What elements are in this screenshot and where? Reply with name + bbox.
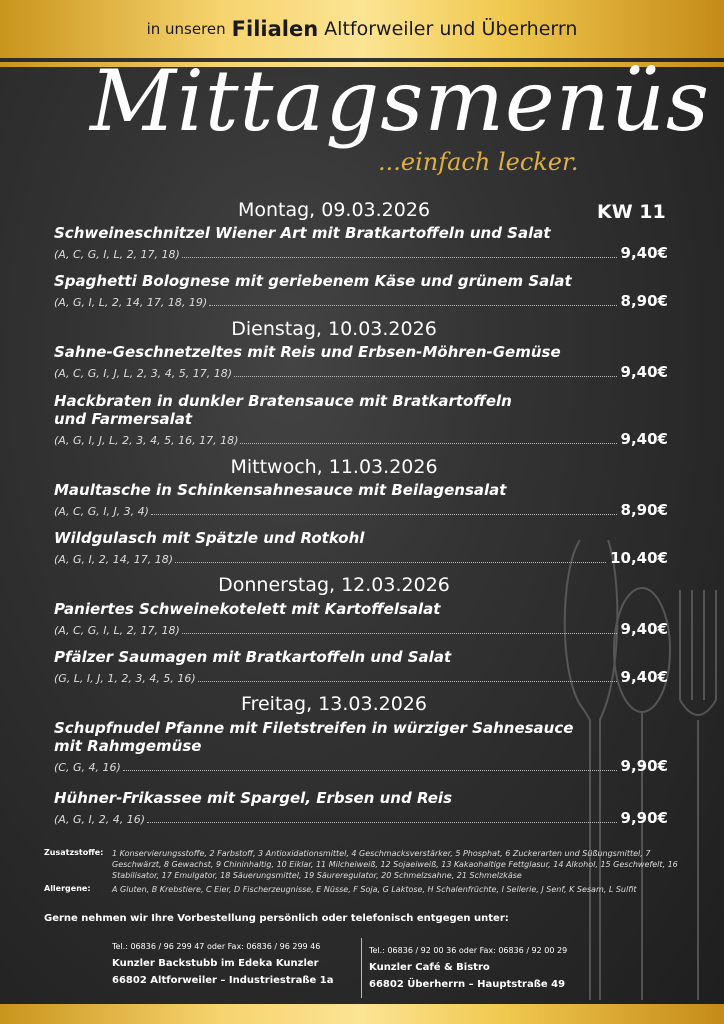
dish-name: Hackbraten in dunkler Bratensauce mit Bratkartoffeln <box>54 392 512 410</box>
dish-price: 9,90€ <box>620 757 668 775</box>
dish-name: Wildgulasch mit Spätzle und Rotkohl <box>54 529 365 547</box>
dot-leader <box>209 304 616 306</box>
page-subtitle: ...einfach lecker. <box>378 148 579 176</box>
dot-leader <box>175 561 606 563</box>
dish-allergens: (A, G, I, L, 2, 14, 17, 18, 19) <box>54 296 208 309</box>
dish-price: 9,90€ <box>620 809 668 827</box>
legend <box>44 848 684 898</box>
page-title: Mittagsmenüs <box>90 52 711 150</box>
contact-address: 66802 Altforweiler – Industriestraße 1a <box>112 975 334 986</box>
allergens-label: Allergene: <box>44 884 91 893</box>
contact-name: Kunzler Café & Bistro <box>369 962 490 973</box>
dish-price: 9,40€ <box>620 363 668 381</box>
dish-name: Maultasche in Schinkensahnesauce mit Beilagensalat <box>54 481 507 499</box>
dot-leader <box>198 680 617 682</box>
menu-item <box>54 600 668 638</box>
banner-prefix: in unseren <box>146 20 226 38</box>
contact-name: Kunzler Backstubb im Edeka Kunzler <box>112 958 319 969</box>
dish-price: 9,40€ <box>620 244 668 262</box>
contact-divider <box>361 938 362 998</box>
order-note: Gerne nehmen wir Ihre Vorbestellung persönlich oder telefonisch entgegen unter: <box>44 913 509 924</box>
dish-name-continued: und Farmersalat <box>54 410 193 428</box>
menu-item <box>54 529 668 567</box>
dish-name-continued: mit Rahmgemüse <box>54 737 202 755</box>
dish-price: 10,40€ <box>610 549 668 567</box>
dot-leader <box>234 375 617 377</box>
dish-name: Spaghetti Bolognese mit geriebenem Käse und grünem Salat <box>54 272 572 290</box>
dish-price: 9,40€ <box>620 620 668 638</box>
dish-price: 9,40€ <box>620 430 668 448</box>
banner-locations: Altforweiler und Überherrn <box>324 18 578 40</box>
additives-label: Zusatzstoffe: <box>44 848 104 857</box>
dot-leader <box>151 513 617 515</box>
dish-allergens: (A, G, I, 2, 4, 16) <box>54 813 146 826</box>
menu-item <box>54 648 668 686</box>
dot-leader <box>182 632 617 634</box>
menu-item <box>54 224 668 262</box>
dish-allergens: (G, L, I, J, 1, 2, 3, 4, 5, 16) <box>54 672 196 685</box>
contact-phone: Tel.: 06836 / 92 00 36 oder Fax: 06836 / 92 00 29 <box>369 946 568 955</box>
dish-allergens: (A, G, I, 2, 14, 17, 18) <box>54 553 174 566</box>
dish-name: Pfälzer Saumagen mit Bratkartoffeln und Salat <box>54 648 452 666</box>
dish-allergens: (A, G, I, J, L, 2, 3, 4, 5, 16, 17, 18) <box>54 434 239 447</box>
dot-leader <box>147 821 617 823</box>
menu-item <box>54 481 668 519</box>
menu-item <box>54 789 668 827</box>
menu-item <box>54 392 668 448</box>
banner-bold: Filialen <box>231 17 319 41</box>
day-heading: Mittwoch, 11.03.2026 <box>230 456 438 478</box>
dish-allergens: (C, G, 4, 16) <box>54 761 121 774</box>
dot-leader <box>182 256 617 258</box>
dish-price: 8,90€ <box>620 292 668 310</box>
day-heading: Donnerstag, 12.03.2026 <box>218 574 450 596</box>
top-banner <box>0 0 724 58</box>
dish-name: Sahne-Geschnetzeltes mit Reis und Erbsen-Möhren-Gemüse <box>54 343 561 361</box>
contact-altforweiler <box>112 938 334 989</box>
dish-name: Schweineschnitzel Wiener Art mit Bratkartoffeln und Salat <box>54 224 551 242</box>
calendar-week: KW 11 <box>597 201 666 223</box>
menu-item <box>54 272 668 310</box>
additives-text: 1 Konservierungsstoffe, 2 Farbstoff, 3 Antioxidationsmittel, 4 Geschmacksverstärker, 5 Phosphat, 6 Zuckerarten und Süßungsmittel, 7 Geschwärzt, 8 Gewachst, 9 Chininhaltig, 10 Eiklar, 11 Milcheiweiß, 12 Sojaeiweiß, 13 Kakaohaltige Fettglasur, 14 Alkohol, 15 Geschwefelt, 16 Stabilisator, 17 Emulgator, 18 Säuerungsmittel, 19 Säureregulator, 20 Schmelzsahne, 21 Schmelzkäse <box>112 849 678 880</box>
dish-price: 9,40€ <box>620 668 668 686</box>
dot-leader <box>240 442 616 444</box>
dish-name: Schupfnudel Pfanne mit Filetstreifen in würziger Sahnesauce <box>54 719 574 737</box>
day-heading: Montag, 09.03.2026 <box>237 199 431 221</box>
allergens-text: A Gluten, B Krebstiere, C Eier, D Fischerzeugnisse, E Nüsse, F Soja, G Laktose, H Schalenfrüchte, I Sellerie, J Senf, K Sesam, L Sulfit <box>112 885 637 894</box>
day-heading: Freitag, 13.03.2026 <box>241 693 427 715</box>
menu-item <box>54 343 668 381</box>
dish-allergens: (A, C, G, I, L, 2, 17, 18) <box>54 248 180 261</box>
dish-price: 8,90€ <box>620 501 668 519</box>
dish-name: Hühner-Frikassee mit Spargel, Erbsen und Reis <box>54 789 452 807</box>
menu-item <box>54 719 668 775</box>
contact-address: 66802 Überherrn – Hauptstraße 49 <box>369 979 566 990</box>
dot-leader <box>123 769 617 771</box>
day-heading: Dienstag, 10.03.2026 <box>231 318 437 340</box>
bottom-bar <box>0 1004 724 1024</box>
dish-allergens: (A, C, G, I, J, 3, 4) <box>54 505 149 518</box>
contact-ueberherrn <box>369 942 567 993</box>
dish-allergens: (A, C, G, I, J, L, 2, 3, 4, 5, 17, 18) <box>54 367 233 380</box>
dish-name: Paniertes Schweinekotelett mit Kartoffelsalat <box>54 600 441 618</box>
dish-allergens: (A, C, G, I, L, 2, 17, 18) <box>54 624 180 637</box>
contact-phone: Tel.: 06836 / 96 299 47 oder Fax: 06836 / 96 299 46 <box>112 942 321 951</box>
